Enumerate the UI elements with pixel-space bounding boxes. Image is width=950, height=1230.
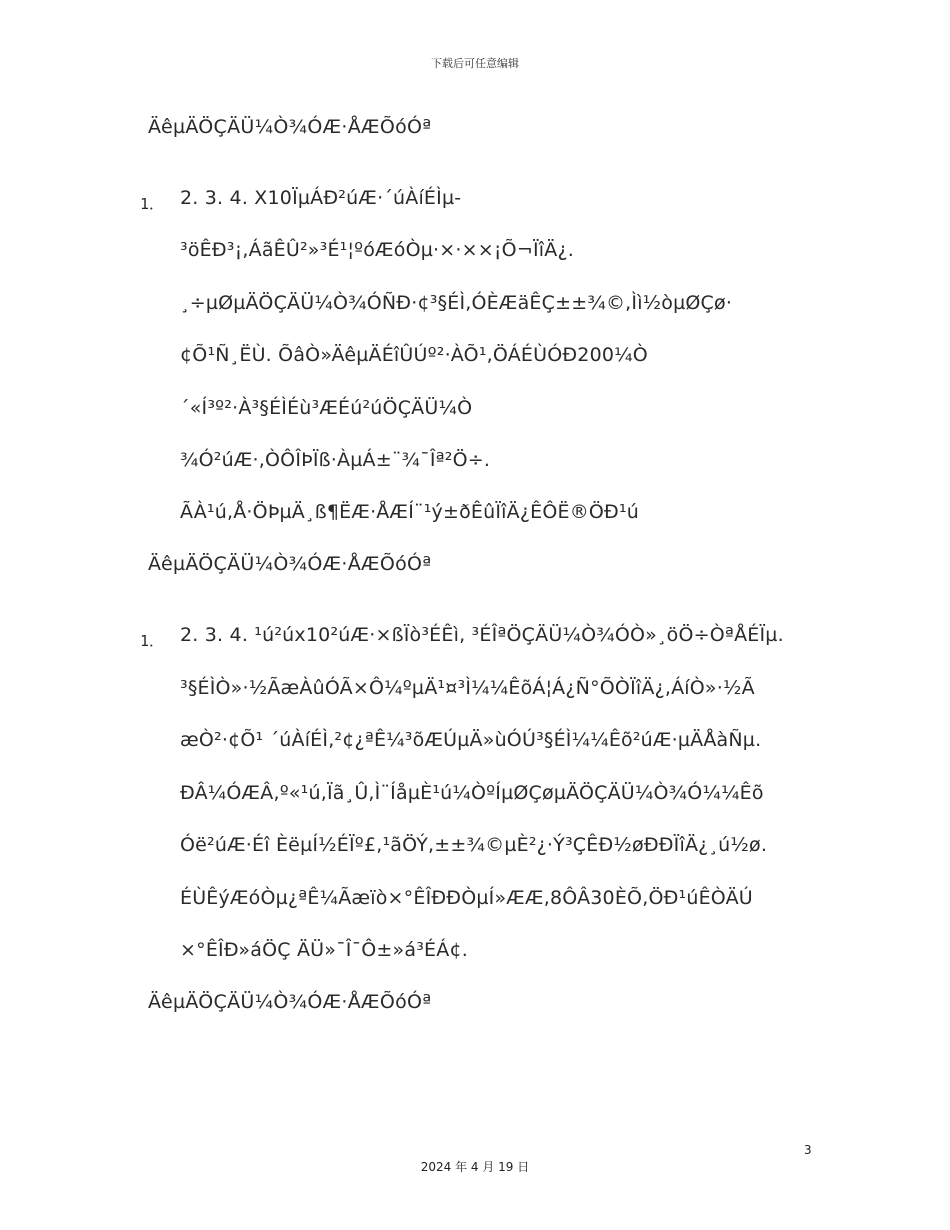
body-line: æÒ²·¢Õ¹ ´úÀíÉÌ,²¢¿ªÊ¼³õÆÚµÄ»ùÓÚ³§ÉÌ¼¼Êõ²úÆ·µÄÅàÑµ. — [180, 729, 762, 751]
body-line: ¢Õ¹Ñ¸ËÙ. ÕâÒ»ÄêµÄÉîÛÚº²·ÀÕ¹,ÖÁÉÙÓÐ200¼Ò — [180, 344, 648, 366]
body-line: 2. 3. 4. ¹ú²úx10²úÆ·×ßÏò³ÉÊì, ³ÉÎªÖÇÄÜ¼Ò¾ÓÒ»¸öÖ÷ÒªÅÉÏµ. — [180, 624, 784, 646]
body-line: ¸÷µØµÄÖÇÄÜ¼Ò¾ÓÑÐ·¢³§ÉÌ,ÓÈÆäÊÇ±±¾©,Ìì½òµØÇø· — [180, 292, 733, 314]
body-line: 2. 3. 4. X10ÏµÁÐ²úÆ·´úÀíÉÌµ- — [180, 187, 462, 209]
body-line: ¾Ó²úÆ·,ÒÔÎÞÏß·ÀµÁ±¨¾¯Îª²Ö÷. — [180, 449, 491, 471]
body-line: ´«Í³º²·À³§ÉÌÉù³ÆÉú²úÖÇÄÜ¼Ò — [180, 397, 473, 419]
page-header: 下载后可任意编辑 — [431, 57, 519, 70]
section-heading: ÄêµÄÖÇÄÜ¼Ò¾ÓÆ·ÅÆÕóÓª — [148, 116, 432, 138]
page-number: 3 — [804, 1143, 812, 1157]
body-line: ÃÀ¹ú,Å·ÖÞµÄ¸ß¶ËÆ·ÅÆÍ¨¹ý±ðÊûÏîÄ¿ÊÔË®ÖÐ¹ú — [180, 501, 640, 523]
body-line: ³öÊÐ³¡,ÁãÊÛ²»³É¹¦ºóÆóÒµ·×·××¡Õ¬ÏîÄ¿. — [180, 239, 574, 261]
section-heading: ÄêµÄÖÇÄÜ¼Ò¾ÓÆ·ÅÆÕóÓª — [148, 991, 432, 1013]
body-line: ×°ÊÎÐ»áÖÇ ÄÜ»¯Î¯Ô±»á³ÉÁ¢. — [180, 939, 468, 961]
page-footer-date: 2024 年 4 月 19 日 — [420, 1160, 530, 1174]
body-line: ÉÙÊýÆóÒµ¿ªÊ¼Ãæïò×°ÊÎÐÐÒµÍ»ÆÆ,8ÔÂ30ÈÕ,ÖÐ¹úÊÒÄÚ — [180, 887, 753, 909]
section-heading: ÄêµÄÖÇÄÜ¼Ò¾ÓÆ·ÅÆÕóÓª — [148, 553, 432, 575]
body-line: ³§ÉÌÒ»·½ÃæÀûÓÃ×Ô¼ºµÄ¹¤³Ì¼¼ÊõÁ¦Á¿Ñ°ÕÒÏîÄ¿,ÁíÒ»·½Ã — [180, 677, 755, 699]
body-line: Óë²úÆ·Éî ÈëµÍ½ÉÏº£,¹ãÖÝ,±±¾©µÈ²¿·Ý³ÇÊÐ½øÐÐÏîÄ¿¸ú½ø. — [180, 834, 768, 856]
body-line: ÐÂ¼ÓÆÂ,º«¹ú,Ïã¸Û,Ì¨ÍåµÈ¹ú¼ÒºÍµØÇøµÄÖÇÄÜ¼Ò¾Ó¼¼Êõ — [180, 782, 764, 804]
list-number: 1． — [140, 195, 165, 213]
list-number: 1． — [140, 632, 165, 650]
